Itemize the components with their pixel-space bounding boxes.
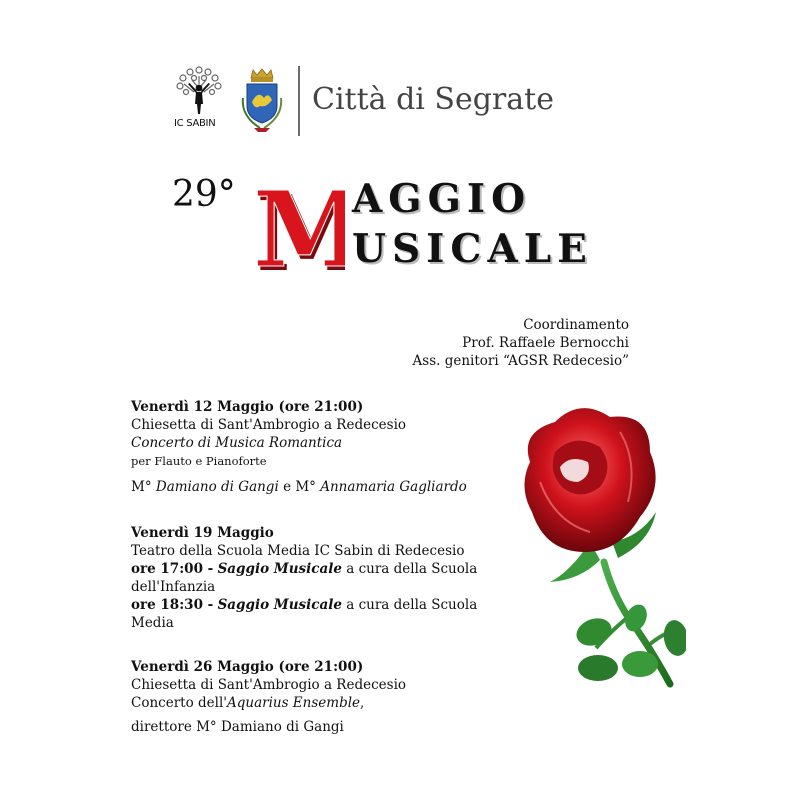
coordination-label: Coordinamento	[523, 317, 629, 333]
initial-m: M	[253, 178, 345, 278]
event-concert-line	[131, 694, 511, 712]
event-item	[131, 658, 511, 736]
concert-prefix: Concerto dell'	[131, 695, 227, 711]
event-date: Venerdì 19 Maggio	[131, 525, 274, 541]
event-director: direttore M° Damiano di Gangi	[131, 719, 344, 735]
ic-sabin-label: IC SABIN	[174, 118, 216, 129]
coordinator-name: Prof. Raffaele Bernocchi	[462, 335, 629, 351]
event-date: Venerdì 12 Maggio (ore 21:00)	[131, 399, 364, 415]
session-time: ore 17:00 -	[131, 561, 214, 577]
parents-association: Ass. genitori “AGSR Redecesio”	[412, 353, 629, 369]
event-place: Teatro della Scuola Media IC Sabin di Redecesio	[131, 543, 465, 559]
event-list	[131, 398, 511, 756]
event-performers	[131, 478, 511, 496]
session-title: Saggio Musicale	[217, 561, 342, 577]
event-place: Chiesetta di Sant'Ambrogio a Redecesio	[131, 677, 407, 693]
segrate-crest-icon	[238, 68, 286, 134]
event-item	[131, 524, 511, 632]
performer-connector: e M°	[283, 479, 316, 495]
event-place: Chiesetta di Sant'Ambrogio a Redecesio	[131, 417, 407, 433]
event-instruments: per Flauto e Pianoforte	[131, 454, 267, 468]
title-line-1: AGGIO	[352, 176, 532, 222]
performer-name: Damiano di Gangi	[155, 479, 279, 495]
city-name: Città di Segrate	[312, 82, 554, 117]
session-organizer: a cura della Scuola dell'Infanzia	[131, 561, 478, 595]
event-session	[131, 560, 511, 596]
header	[170, 62, 620, 136]
ensemble-name: Aquarius Ensemble	[226, 695, 361, 711]
performer-title: M°	[131, 479, 152, 495]
event-session	[131, 596, 511, 632]
tree-figure-icon	[170, 62, 228, 118]
performer-name: Annamaria Gagliardo	[320, 479, 467, 495]
initial-m-letter	[253, 178, 345, 278]
title-line-2: USICALE	[352, 226, 593, 272]
event-item	[131, 398, 511, 496]
coordination-block	[413, 316, 629, 370]
ic-sabin-logo	[170, 62, 228, 136]
initial-m-shadow: M	[256, 178, 345, 278]
event-concert-title: Concerto di Musica Romantica	[131, 435, 343, 451]
session-organizer: a cura della Scuola Media	[131, 597, 478, 631]
session-time: ore 18:30 -	[131, 597, 214, 613]
ensemble-comma: ,	[360, 695, 365, 711]
header-divider	[298, 66, 300, 136]
edition-number: 29°	[172, 174, 236, 215]
session-title: Saggio Musicale	[217, 597, 342, 613]
rose-illustration	[500, 392, 686, 692]
event-date: Venerdì 26 Maggio (ore 21:00)	[131, 659, 364, 675]
